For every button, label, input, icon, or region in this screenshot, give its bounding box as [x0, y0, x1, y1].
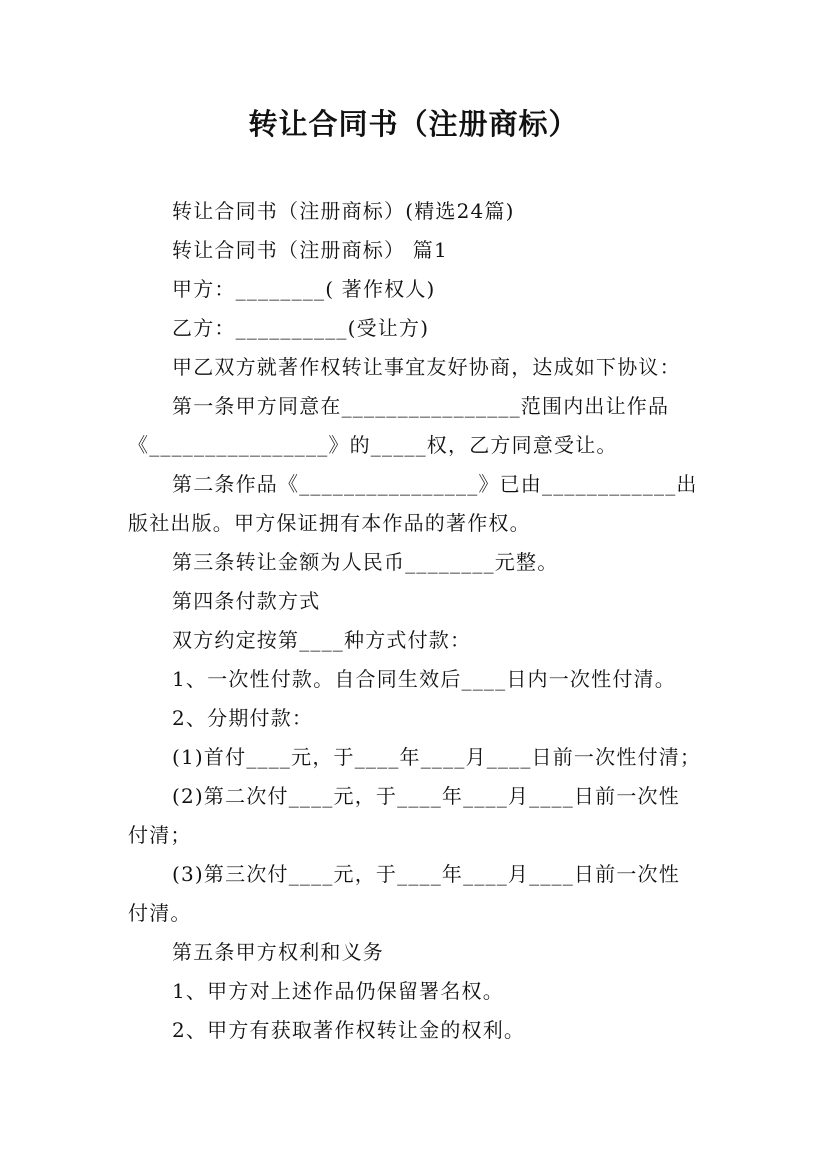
article-4-heading: 第四条付款方式	[172, 589, 321, 613]
article-5-heading: 第五条甲方权利和义务	[172, 940, 384, 964]
article-1-line-1: 第一条甲方同意在________________范围内出让作品	[172, 394, 670, 418]
installment-2-line-1: (2)第二次付____元，于____年____月____日前一次性	[172, 784, 680, 808]
payment-method-line: 双方约定按第____种方式付款：	[172, 628, 472, 652]
article-5-item-2: 2、甲方有获取著作权转让金的权利。	[172, 1018, 526, 1042]
article-1-line-2: 《________________》的_____权，乙方同意受让。	[128, 433, 618, 457]
section-heading: 转让合同书（注册商标） 篇1	[172, 238, 448, 262]
article-3-line: 第三条转让金额为人民币________元整。	[172, 550, 559, 574]
subtitle-line: 转让合同书（注册商标）(精选24篇)	[172, 199, 515, 223]
party-b-line: 乙方：__________(受让方)	[172, 316, 430, 340]
article-5-item-1: 1、甲方对上述作品仍保留署名权。	[172, 979, 504, 1003]
payment-option-1: 1、一次性付款。自合同生效后____日内一次性付清。	[172, 667, 676, 691]
installment-3-line-1: (3)第三次付____元，于____年____月____日前一次性	[172, 862, 680, 886]
article-2-line-2: 版社出版。甲方保证拥有本作品的著作权。	[128, 511, 531, 535]
party-a-line: 甲方：________( 著作权人)	[172, 277, 436, 301]
preamble-line: 甲乙双方就著作权转让事宜友好协商，达成如下协议：	[172, 355, 681, 379]
document-title: 转让合同书（注册商标）	[248, 107, 579, 141]
article-2-line-1: 第二条作品《________________》已由____________出	[172, 472, 698, 496]
payment-option-2: 2、分期付款：	[172, 706, 314, 730]
installment-1-line: (1)首付____元，于____年____月____日前一次性付清；	[172, 745, 702, 769]
installment-3-line-2: 付清。	[128, 901, 192, 925]
installment-2-line-2: 付清；	[128, 823, 192, 847]
